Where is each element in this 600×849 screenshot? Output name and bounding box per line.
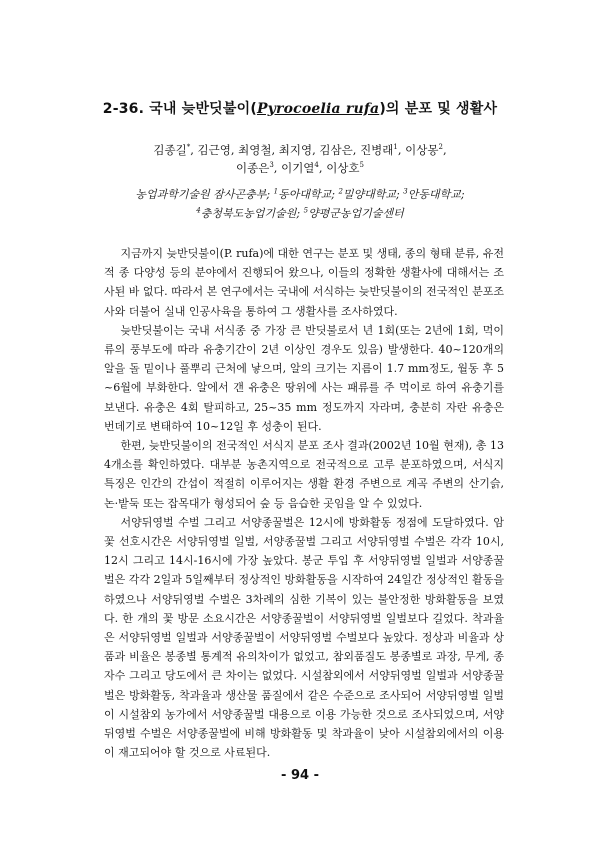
paragraph: 늦반딧불이는 국내 서식종 중 가장 큰 반딧불로서 년 1회(또는 2년에 1회, 먹이류의 풍부도에 따라 유충기간이 2년 이상인 경우도 있음) 발생한다. 40~120개의 알을 돌 밑이나 풀뿌리 근처에 낳으며, 알의 크기는 지름이 1.7 mm정도, 월동 후 5~6월에 부화한다. 알에서 갠 유충은 땅위에 사는 패류를 주 먹이로 하여 유충기를 보낸다. 유충은 4회 탈피하고, 25~35 mm 정도까지 자라며, 충분히 자란 유충은 번데기로 변태하여 10~12일 후 성충이 된다. xyxy=(104,323,504,433)
author: 김삼은 xyxy=(319,143,353,157)
author: 김근영 xyxy=(197,143,231,157)
affiliation: $^2$밀양대학교 xyxy=(338,187,397,201)
paragraph: 서양뒤영벌 수벌 그리고 서양종꿀벌은 12시에 방화활동 정점에 도달하였다. 암꽃 선호시간은 서양뒤영벌 일벌, 서양종꿀벌 그리고 서양뒤영벌 수벌은 각각 10시, 12시 그리고 14시-16시에 가장 높았다. 봉군 투입 후 서양뒤영벌 일벌과 서양종꿀벌은 각각 2일과 5일째부터 정상적인 방화활동을 시작하여 24일간 정상적인 활동을 하였으나 서양뒤영벌 수벌은 3차례의 심한 기복이 있는 불안정한 방화활동을 보였다. 한 개의 꽃 방문 소요시간은 서양종꿀벌이 서양뒤영벌 일벌보다 길었다. 착과율은 서양뒤영벌 일벌과 서양종꿀벌이 서양뒤영벌 수벌보다 높았다. 정상과 비율과 상품과 비율은 봉종별 통계적 유의차이가 없었고, 참외품질도 봉종별로 과장, 무게, 종자수 그리고 당도에서 큰 차이는 없었다. 시설참외에서 서양뒤영벌 일벌과 서양종꿀벌은 방화활동, 착과율과 생산물 품질에서 같은 수준으로 조사되어 서양뒤영벌 일벌이 시설참외 농가에서 서양종꿀벌 대용으로 이용 가능한 것으로 조사되었으며, 서양뒤영벌 수벌은 서양종꿀벌에 비해 방화활동 및 착과율이 낮아 시설참외에서의 이용이 재고되어야 할 것으로 사료된다. xyxy=(104,515,504,760)
author: 이상호$^5$ xyxy=(326,161,364,175)
author-line-2: 이종은$^3$, 이기열$^4$, 이상호$^5$ xyxy=(235,161,364,175)
page-number: - 94 - xyxy=(281,768,319,783)
title-prefix: 2-36. 국내 늦반딧불이( xyxy=(102,101,257,117)
author: 최영철 xyxy=(238,143,272,157)
title-species: Pyrocoelia rufa xyxy=(256,101,380,117)
affiliation: 농업과학기술원 잠사곤충부 xyxy=(135,188,267,201)
abstract-body xyxy=(104,244,504,762)
author-line-1: 김종길*, 김근영, 최영철, 최지영, 김삼은, 진병래$^1$, 이상몽$^2$, xyxy=(153,143,447,157)
affiliation-line-2: $^4$충청북도농업기술원; $^5$양평군농업기술센터 xyxy=(196,206,404,220)
affiliation: $^5$양평군농업기술센터 xyxy=(303,206,404,220)
author: 진병래$^1$ xyxy=(360,143,398,157)
author: 최지영 xyxy=(278,143,313,157)
affiliation: $^4$충청북도농업기술원 xyxy=(196,206,297,220)
paper-title xyxy=(0,98,600,118)
author: 이상몽$^2$ xyxy=(405,143,443,157)
affiliation: $^3$안동대학교 xyxy=(403,187,461,201)
paragraph: 지금까지 늦반딧불이(P. rufa)에 대한 연구는 분포 및 생태, 종의 형태 분류, 유전적 종 다양성 등의 분야에서 진행되어 왔으나, 이들의 정확한 생활사에 대해서는 조사된 바 없다. 따라서 본 연구에서는 국내에 서식하는 늦반딧불이의 전국적인 분포조사와 더불어 실내 인공사육을 통하여 그 생활사를 조사하였다. xyxy=(104,247,504,318)
affiliation: $^1$동아대학교 xyxy=(273,187,332,201)
author: 이종은$^3$ xyxy=(235,161,274,175)
author: 이기열$^4$ xyxy=(281,161,319,175)
paragraph: 한편, 늦반딧불이의 전국적인 서식지 분포 조사 결과(2002년 10월 현재), 총 134개소를 확인하였다. 대부분 농촌지역으로 전국적으로 고루 분포하였으며, 서식지 특징은 인간의 간섭이 적절히 이루어지는 생활 환경 주변으로 계곡 주변의 산기슭, 논·밭둑 또는 잡목대가 형성되어 숲 등 음습한 곳임을 알 수 있었다. xyxy=(104,439,504,510)
author: 김종길* xyxy=(153,143,191,157)
affiliation-line-1: 농업과학기술원 잠사곤충부; $^1$동아대학교; $^2$밀양대학교; $^3$안동대학교; xyxy=(135,187,465,201)
title-suffix: )의 분포 및 생활사 xyxy=(379,101,498,117)
